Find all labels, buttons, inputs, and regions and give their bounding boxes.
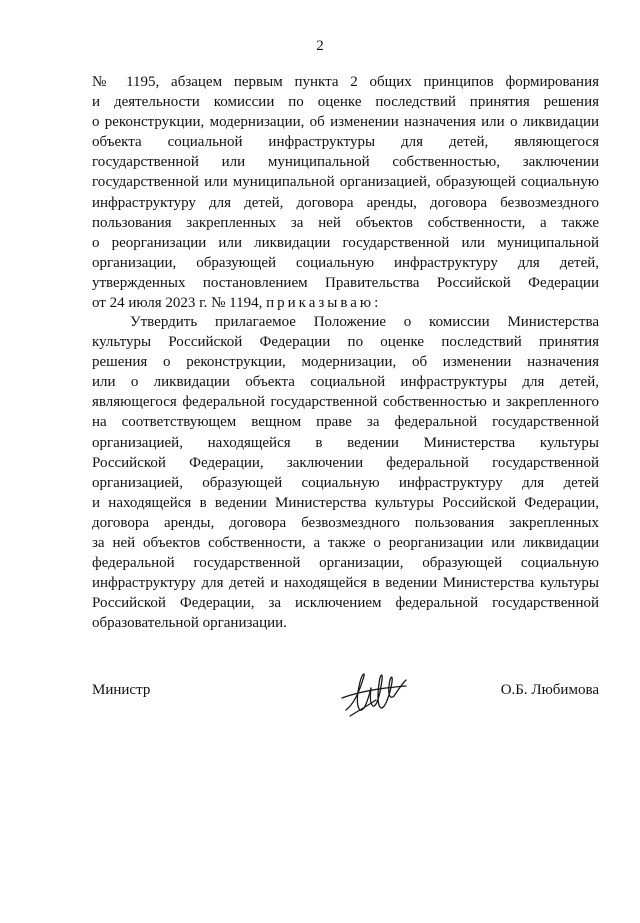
paragraph-line: или о ликвидации объекта социальной инфраструктуры для детей, [92, 374, 599, 391]
signer-position: Министр [92, 682, 151, 698]
paragraph-line: № 1195, абзацем первым пункта 2 общих принципов формирования [92, 74, 599, 90]
paragraph-line: организацией, находящейся в ведении Министерства культуры [92, 434, 599, 451]
paragraph-line: являющегося федеральной государственной собственностью и закрепленного [92, 394, 599, 411]
signer-name: О.Б. Любимова [500, 682, 599, 698]
paragraph-line: о реконструкции, модернизации, об изменении назначения или о ликвидации [92, 114, 599, 131]
paragraph-preamble [92, 72, 599, 313]
paragraph-order [92, 312, 599, 634]
paragraph-line: образовательной организации. [92, 615, 287, 632]
paragraph-line: утвержденных постановлением Правительства Российской Федерации [92, 274, 599, 291]
paragraph-line: договора аренды, договора безвозмездного пользования закрепленных [92, 514, 599, 531]
paragraph-line: инфраструктуру для детей, договора аренды, договора безвозмездного [92, 194, 599, 211]
page-number: 2 [316, 38, 324, 54]
paragraph-line: Утвердить прилагаемое Положение о комиссии Министерства [130, 314, 599, 330]
paragraph-line: о реорганизации или ликвидации государственной или муниципальной [92, 234, 599, 251]
paragraph-line: культуры Российской Федерации по оценке последствий принятия [92, 334, 599, 351]
paragraph-line: и деятельности комиссии по оценке последствий принятия решения [92, 94, 599, 111]
paragraph-line: государственной или муниципальной собственностью, заключении [92, 154, 599, 171]
order-date-text: от 24 июля 2023 г. № 1194, [92, 295, 267, 312]
paragraph-line: объекта социальной инфраструктуры для детей, являющегося [92, 134, 599, 151]
paragraph-line: и находящейся в ведении Министерства культуры Российской Федерации, [92, 494, 599, 511]
signature-block [92, 660, 599, 730]
paragraph-line: пользования закрепленных за ней объектов собственности, а также [92, 214, 599, 231]
paragraph-line: организации, образующей социальную инфраструктуру для детей, [92, 254, 599, 271]
order-keyword: приказываю: [266, 295, 382, 312]
paragraph-line: Российской Федерации, заключении федеральной государственной [92, 454, 599, 471]
paragraph-line: организацией, образующей социальную инфраструктуру для детей [92, 474, 599, 491]
paragraph-line: инфраструктуру для детей и находящейся в ведении Министерства культуры [92, 575, 599, 592]
paragraph-line: на соответствующем вещном праве за федеральной государственной [92, 414, 599, 431]
paragraph-line: решения о реконструкции, модернизации, об изменении назначения [92, 354, 599, 371]
paragraph-line: Российской Федерации, за исключением федеральной государственной [92, 595, 599, 612]
paragraph-line: за ней объектов собственности, а также о реорганизации или ликвидации [92, 535, 599, 552]
handwritten-signature-icon [340, 660, 410, 722]
paragraph-last-line [92, 293, 599, 313]
paragraph-line: государственной или муниципальной организацией, образующей социальную [92, 174, 599, 191]
paragraph-line: федеральной государственной организации, образующей социальную [92, 555, 599, 572]
